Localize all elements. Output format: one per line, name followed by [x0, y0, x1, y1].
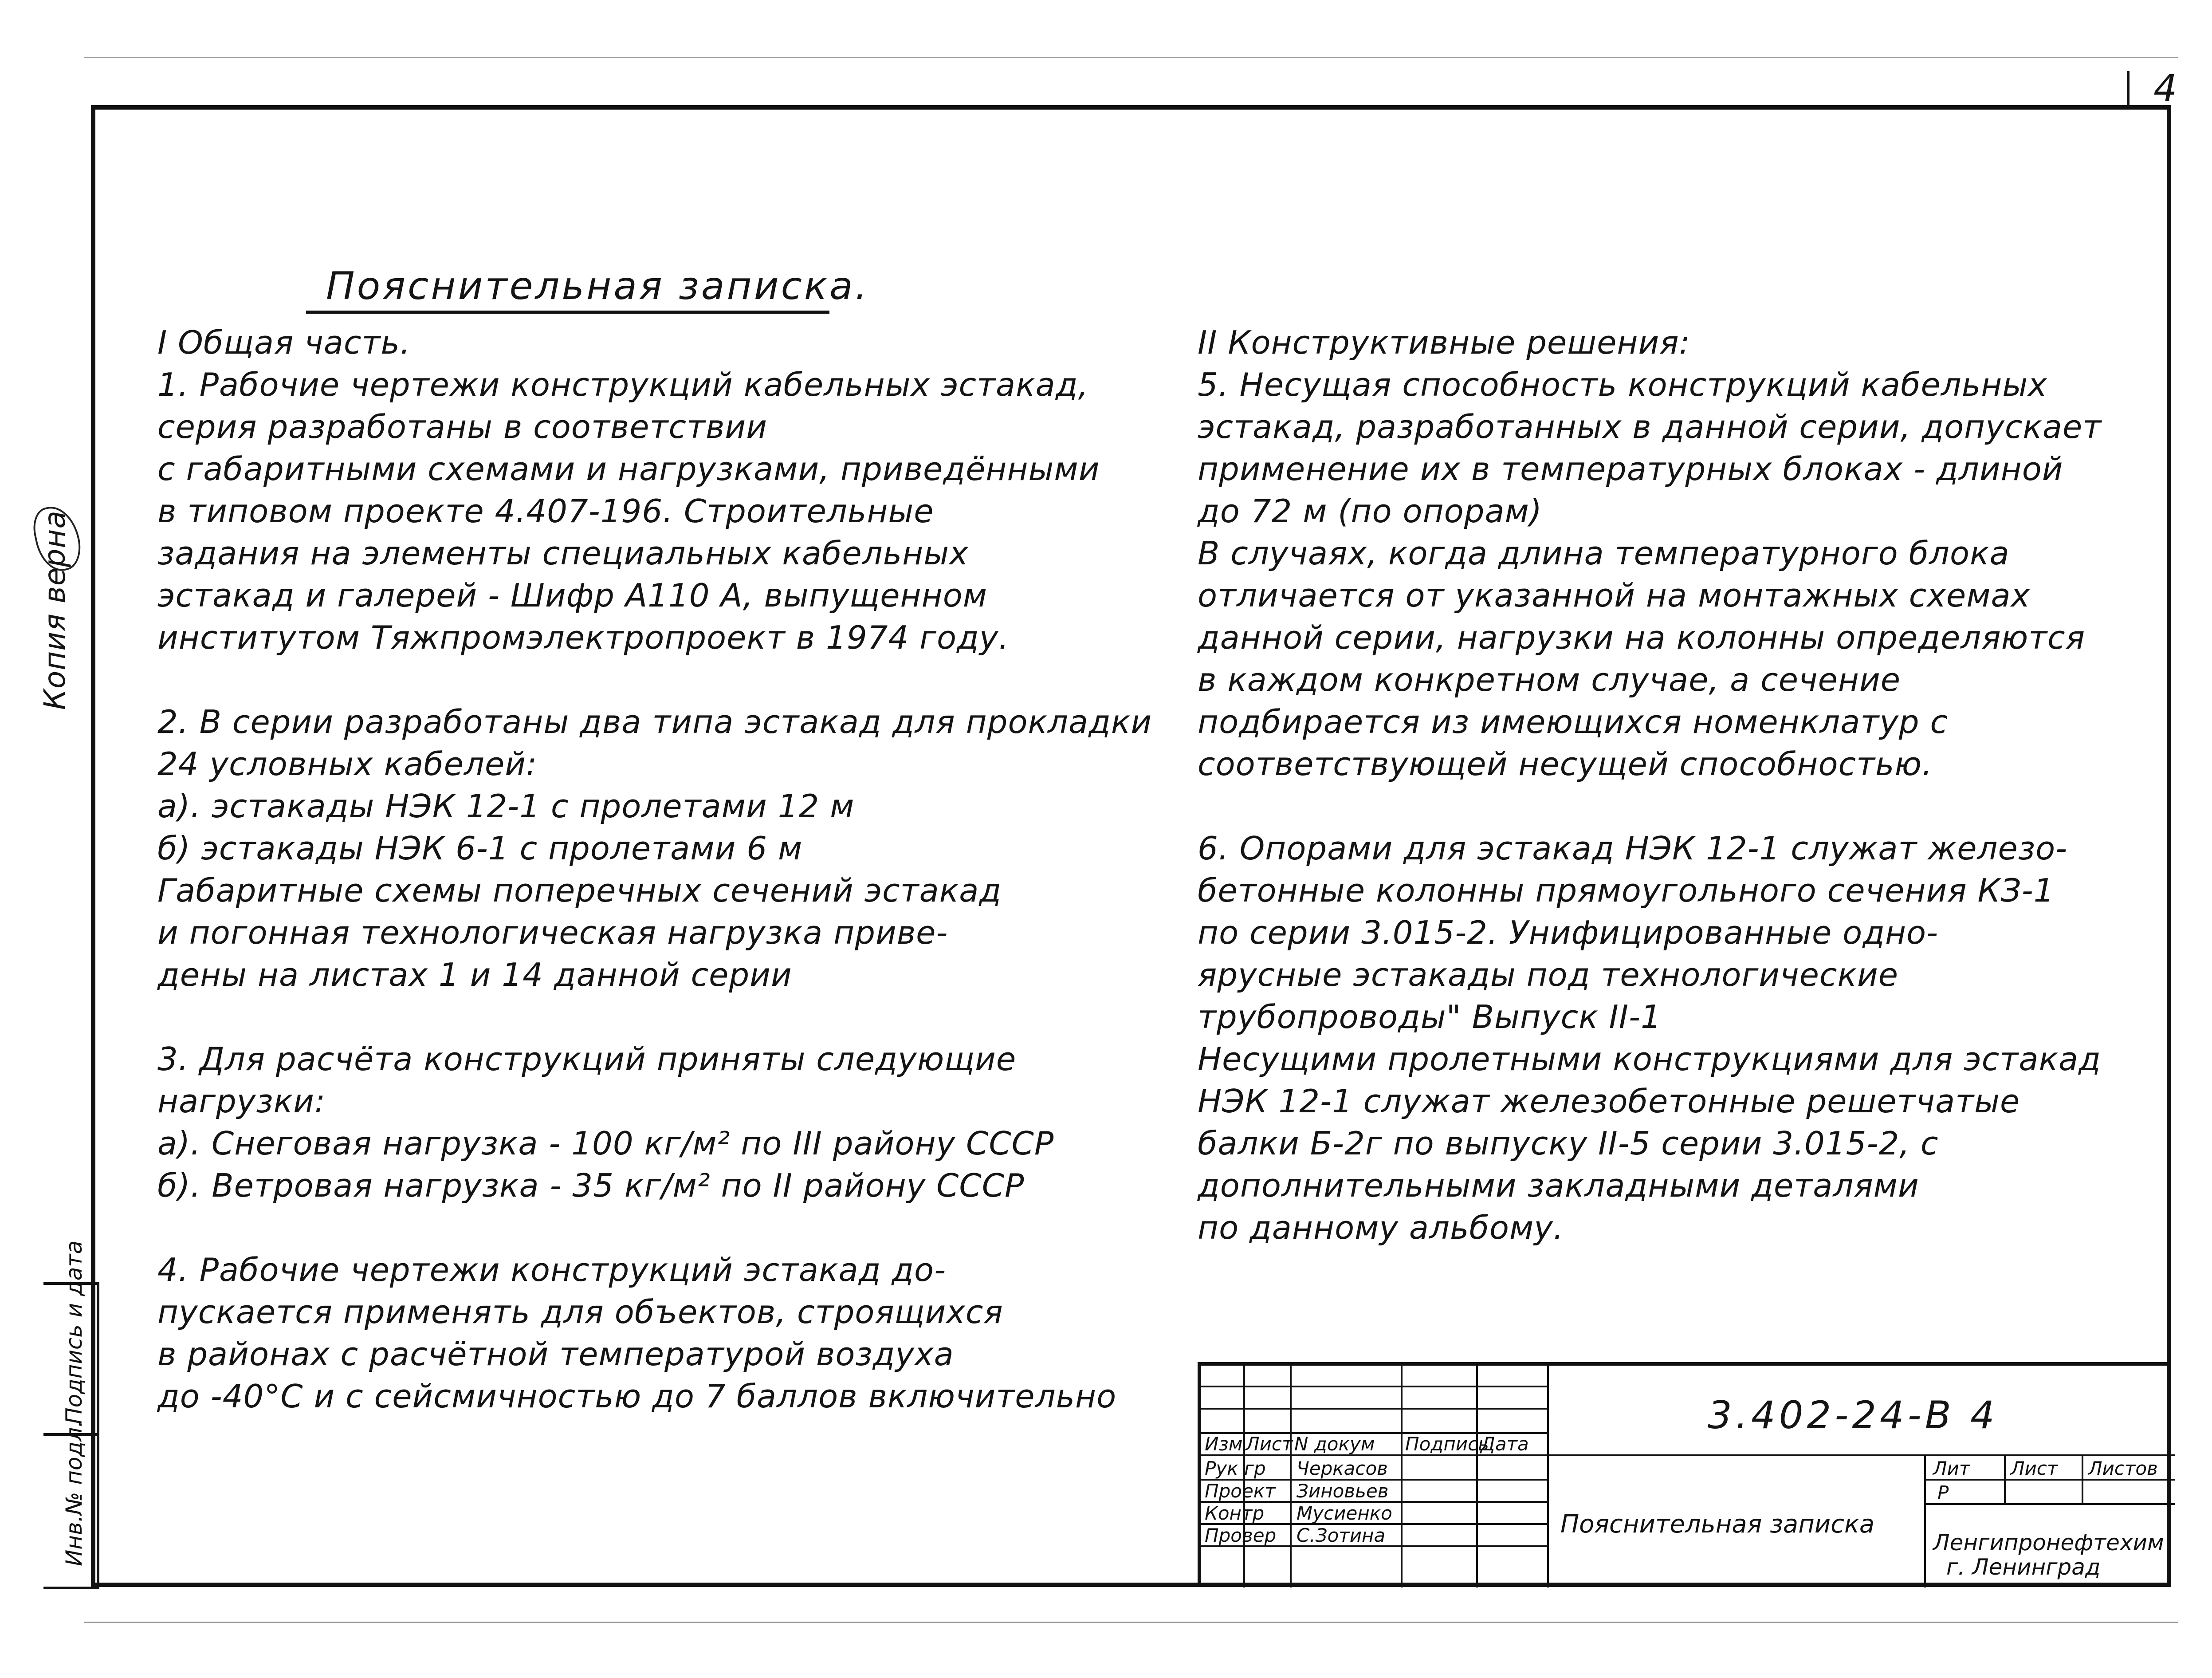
right-column-line: II Конструктивные решения:: [1198, 324, 1690, 361]
right-column-line: до 72 м (по опорам): [1198, 492, 1542, 530]
tb-stage-value: Р: [1937, 1482, 1949, 1504]
left-column-line: задания на элементы специальных кабельных: [157, 535, 969, 572]
side-stamp: Копия верна: [38, 510, 72, 710]
left-column-line: пускается применять для объектов, строящихся: [157, 1293, 1003, 1331]
right-column-line: В случаях, когда длина температурного блока: [1198, 535, 2010, 572]
left-column-line: до -40°С и с сейсмичностью до 7 баллов включительно: [157, 1378, 1117, 1415]
right-column-line: данной серии, нагрузки на колонны определяются: [1198, 619, 2086, 656]
left-column-line: 2. В серии разработаны два типа эстакад для прокладки: [157, 703, 1152, 741]
tb-name-3: Мусиенко: [1297, 1502, 1392, 1524]
right-column-line: подбирается из имеющихся номенклатур с: [1198, 703, 1949, 741]
title-block: [1198, 1362, 2171, 1587]
left-column-line: с габаритными схемами и нагрузками, приведёнными: [157, 450, 1100, 488]
tb-role-3: Контр: [1205, 1502, 1265, 1524]
document-code: 3.402-24-В 4: [1708, 1393, 1998, 1438]
left-column-line: институтом Тяжпромэлектропроект в 1974 году.: [157, 619, 1010, 656]
right-column-line: по серии 3.015-2. Унифицированные одно-: [1198, 914, 1939, 951]
left-strip: [43, 1240, 97, 1584]
left-column-line: 24 условных кабелей:: [157, 745, 538, 783]
tb-name-4: С.Зотина: [1297, 1524, 1386, 1546]
page-title: Пояснительная записка.: [326, 264, 869, 308]
right-column-line: в каждом конкретном случае, а сечение: [1198, 661, 1901, 698]
tb-name-2: Зиновьев: [1297, 1480, 1389, 1502]
tb-header-date: Дата: [1481, 1433, 1529, 1455]
right-column-line: применение их в температурных блоках - длиной: [1198, 450, 2063, 488]
left-column-line: I Общая часть.: [157, 324, 411, 361]
right-column-line: эстакад, разработанных в данной серии, допускает: [1198, 408, 2102, 445]
left-column-line: 3. Для расчёта конструкций приняты следующие: [157, 1040, 1017, 1078]
tb-header-sign: Подпись: [1405, 1433, 1489, 1455]
right-column-line: бетонные колонны прямоугольного сечения КЗ-1: [1198, 872, 2055, 909]
page-number: 4: [2153, 67, 2178, 110]
tb-role-2: Проект: [1205, 1480, 1276, 1502]
tb-header-list: Лист: [1245, 1433, 1293, 1455]
left-column-line: дены на листах 1 и 14 данной серии: [157, 956, 792, 993]
tb-stage-lit: Лит: [1933, 1457, 1970, 1479]
tb-org-line1: Ленгипронефтехим: [1933, 1530, 2164, 1556]
right-column-line: 5. Несущая способность конструкций кабельных: [1198, 366, 2047, 403]
left-column-line: нагрузки:: [157, 1083, 326, 1120]
tb-role-1: Рук гр: [1205, 1457, 1266, 1479]
tb-role-4: Провер: [1205, 1524, 1277, 1546]
left-column-line: Габаритные схемы поперечных сечений эстакад: [157, 872, 1002, 909]
right-column-line: ярусные эстакады под технологические: [1198, 956, 1899, 993]
page-number-mark: [2127, 71, 2129, 106]
left-column-line: а). Снеговая нагрузка - 100 кг/м² по III району СССР: [157, 1125, 1054, 1162]
right-column-line: соответствующей несущей способностью.: [1198, 745, 1933, 783]
tb-stage-lists: Листов: [2088, 1457, 2158, 1479]
left-column-line: серия разработаны в соответствии: [157, 408, 768, 445]
tb-header-doc: N докум: [1294, 1433, 1375, 1455]
right-column-line: дополнительными закладными деталями: [1198, 1167, 1919, 1204]
strip-label-inventory: Инв.№ подл.: [61, 1420, 87, 1566]
left-column-line: 1. Рабочие чертежи конструкций кабельных эстакад,: [157, 366, 1089, 403]
left-column-line: в типовом проекте 4.407-196. Строительные: [157, 492, 934, 530]
right-column-line: балки Б-2г по выпуску II-5 серии 3.015-2, с: [1198, 1125, 1939, 1162]
right-column-line: по данному альбому.: [1198, 1209, 1564, 1246]
tb-org-line2: г. Ленинград: [1946, 1554, 2101, 1580]
left-column-line: и погонная технологическая нагрузка приве-: [157, 914, 948, 951]
right-column-line: 6. Опорами для эстакад НЭК 12-1 служат железо-: [1198, 830, 2068, 867]
left-column-line: 4. Рабочие чертежи конструкций эстакад до-: [157, 1251, 947, 1288]
right-column-line: НЭК 12-1 служат железобетонные решетчатые: [1198, 1083, 2020, 1120]
left-column-line: в районах с расчётной температурой воздуха: [157, 1335, 954, 1373]
tb-stage-list: Лист: [2011, 1457, 2058, 1479]
bottom-rule: [84, 1622, 2178, 1623]
right-column-line: трубопроводы" Выпуск II-1: [1198, 998, 1662, 1036]
left-column-line: а). эстакады НЭК 12-1 с пролетами 12 м: [157, 788, 855, 825]
right-column-line: Несущими пролетными конструкциями для эстакад: [1198, 1040, 2101, 1078]
tb-doc-name: Пояснительная записка: [1560, 1510, 1875, 1539]
left-column-line: б). Ветровая нагрузка - 35 кг/м² по II району СССР: [157, 1167, 1025, 1204]
top-rule: [84, 57, 2178, 58]
tb-name-1: Черкасов: [1297, 1457, 1388, 1479]
tb-header-izm: Изм: [1205, 1433, 1243, 1455]
strip-label-signature: Подпись и дата: [61, 1240, 87, 1424]
right-column-line: отличается от указанной на монтажных схемах: [1198, 577, 2031, 614]
title-underline: [306, 311, 829, 314]
left-column-line: эстакад и галерей - Шифр А110 А, выпущенном: [157, 577, 988, 614]
left-column-line: б) эстакады НЭК 6-1 с пролетами 6 м: [157, 830, 803, 867]
